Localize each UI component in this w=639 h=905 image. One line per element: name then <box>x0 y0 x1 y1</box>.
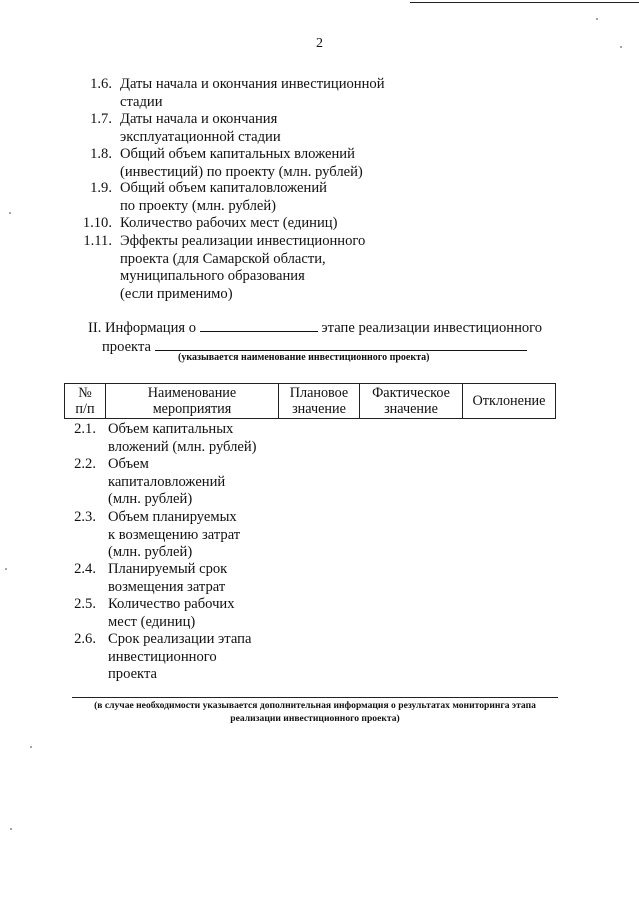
item-number: 1.11. <box>83 233 112 249</box>
scan-speck <box>10 828 12 830</box>
item-text: Даты начала и окончания эксплуатационной стадии <box>120 111 281 145</box>
project-name-hint: (указывается наименование инвестиционного проекта) <box>178 352 430 363</box>
top-border-line <box>410 2 639 3</box>
col-number: № п/п <box>65 384 106 419</box>
row-text: Объем капитальных вложений (млн. рублей) <box>108 421 257 455</box>
row-number: 2.2. <box>74 456 96 472</box>
scan-speck <box>596 18 598 20</box>
row-text: Объем капиталовложений (млн. рублей) <box>108 456 226 508</box>
stage-blank-line <box>200 318 318 332</box>
monitoring-table-header <box>64 383 556 419</box>
row-number: 2.6. <box>74 631 96 647</box>
scan-speck <box>620 46 622 48</box>
scan-speck <box>9 212 11 214</box>
item-number: 1.9. <box>90 180 112 196</box>
heading-suffix: этапе реализации инвестиционного <box>321 320 543 336</box>
col-deviation: Отклонение <box>463 384 556 419</box>
item-number: 1.7. <box>90 111 112 127</box>
item-text: Количество рабочих мест (единиц) <box>120 215 338 231</box>
row-text: Срок реализации этапа инвестиционного проекта <box>108 631 252 683</box>
section-2-heading <box>88 318 568 356</box>
item-text: Эффекты реализации инвестиционного проекта (для Самарской области, муниципального образования (если применимо) <box>120 233 366 302</box>
footnote-text: (в случае необходимости указывается дополнительная информация о результатах мониторинга этапа реализации инвестиционного проекта) <box>94 700 536 724</box>
page-number: 2 <box>316 36 323 51</box>
item-text: Общий объем капитальных вложений (инвестиций) по проекту (млн. рублей) <box>120 146 363 180</box>
row-text: Планируемый срок возмещения затрат <box>108 561 228 595</box>
row-number: 2.1. <box>74 421 96 437</box>
row-number: 2.4. <box>74 561 96 577</box>
row-number: 2.3. <box>74 509 96 525</box>
footnote-line <box>72 697 558 698</box>
col-actual: Фактическое значение <box>360 384 463 419</box>
item-text: Даты начала и окончания инвестиционной стадии <box>120 76 385 110</box>
project-name-blank-line <box>155 337 527 351</box>
heading-line2: проекта <box>102 339 151 355</box>
row-number: 2.5. <box>74 596 96 612</box>
col-event-name: Наименование мероприятия <box>106 384 279 419</box>
item-number: 1.8. <box>90 146 112 162</box>
item-number: 1.6. <box>90 76 112 92</box>
row-text: Объем планируемых к возмещению затрат (млн. рублей) <box>108 509 241 561</box>
scan-speck <box>30 746 32 748</box>
scan-speck <box>5 568 7 570</box>
heading-prefix: II. Информация о <box>88 320 197 336</box>
col-planned: Плановое значение <box>279 384 360 419</box>
item-text: Общий объем капиталовложений по проекту (млн. рублей) <box>120 180 327 214</box>
row-text: Количество рабочих мест (единиц) <box>108 596 235 630</box>
item-number: 1.10. <box>82 215 112 231</box>
